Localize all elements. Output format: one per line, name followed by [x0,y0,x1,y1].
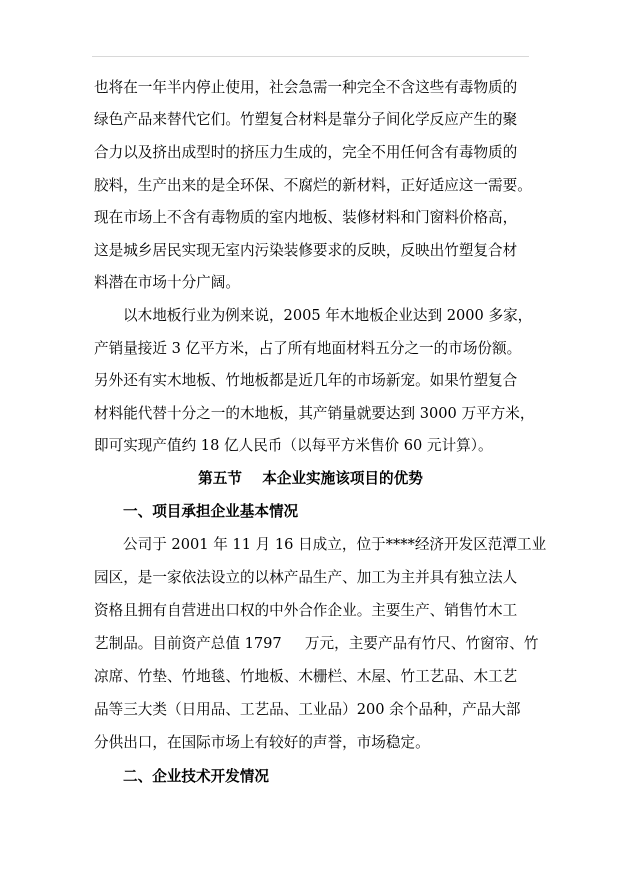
paragraph-3-line: 凉席、竹垫、竹地毯、竹地板、木栅栏、木屋、竹工艺品、木工艺 [94,668,518,685]
paragraph-3-line: 园区，是一家依法设立的以林产品生产、加工为主并具有独立法人 [94,569,518,586]
paragraph-2-line: 即可实现产值约 18 亿人民币（以每平方米售价 60 元计算）。 [94,437,493,454]
paragraph-1-line: 合力以及挤出成型时的挤压力生成的，完全不用任何含有毒物质的 [94,144,518,161]
paragraph-3-line: 品等三大类（日用品、工艺品、工业品）200 余个品种，产品大部 [94,701,521,718]
paragraph-1-line: 料潜在市场十分广阔。 [94,274,240,291]
paragraph-2-line: 以木地板行业为例来说，2005 年木地板企业达到 2000 多家， [123,307,533,324]
paragraph-3-line: 分供出口，在国际市场上有较好的声誉，市场稳定。 [94,734,430,751]
header-rule [92,56,529,57]
paragraph-3-line: 艺制品。目前资产总值 1797 万元，主要产品有竹尺、竹窗帘、竹 [94,635,539,652]
section-title: 第五节 本企业实施该项目的优势 [198,470,423,487]
paragraph-3-line: 公司于 2001 年 11 月 16 日成立，位于****经济开发区范潭工业 [123,536,547,553]
paragraph-1-line: 也将在一年半内停止使用，社会急需一种完全不含这些有毒物质的 [94,79,518,96]
heading-2: 二、企业技术开发情况 [123,768,269,785]
paragraph-3-line: 资格且拥有自营进出口权的中外合作企业。主要生产、销售竹木工 [94,602,518,619]
paragraph-2-line: 产销量接近 3 亿平方米，占了所有地面材料五分之一的市场份额。 [94,340,522,357]
paragraph-1-line: 胶料，生产出来的是全环保、不腐烂的新材料，正好适应这一需要。 [94,177,532,194]
paragraph-1-line: 绿色产品来替代它们。竹塑复合材料是靠分子间化学反应产生的聚 [94,111,518,128]
paragraph-1-line: 这是城乡居民实现无室内污染装修要求的反映，反映出竹塑复合材 [94,242,518,259]
paragraph-1-line: 现在市场上不含有毒物质的室内地板、装修材料和门窗料价格高， [94,209,518,226]
paragraph-2-line: 另外还有实木地板、竹地板都是近几年的市场新宠。如果竹塑复合 [94,372,518,389]
paragraph-2-line: 材料能代替十分之一的木地板，其产销量就要达到 3000 万平方米， [94,405,535,422]
heading-1: 一、项目承担企业基本情况 [123,503,299,520]
